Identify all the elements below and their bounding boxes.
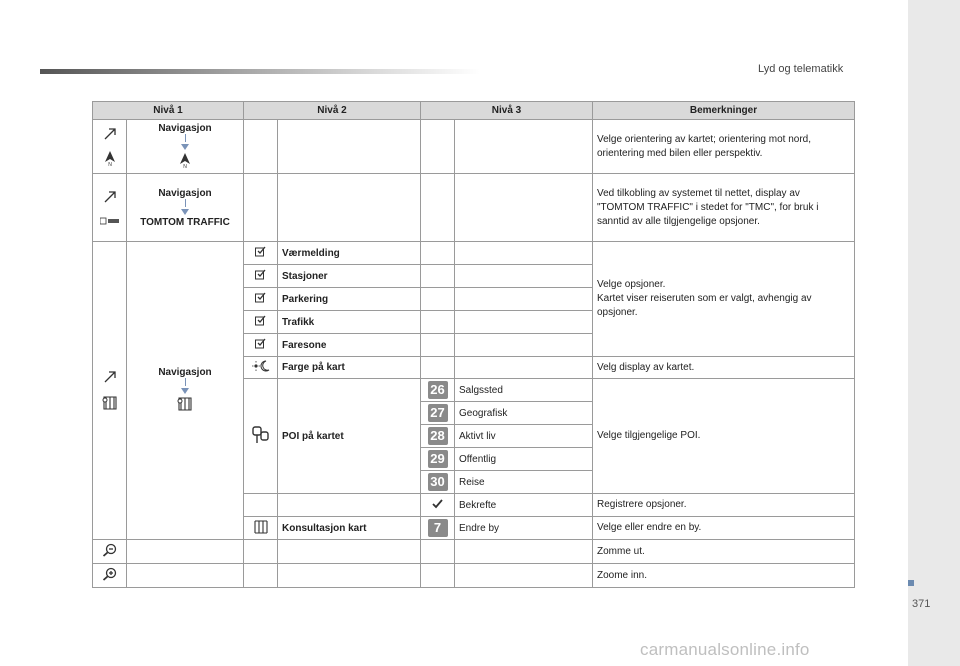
poi-number-badge bbox=[421, 402, 455, 425]
col-header-level2: Nivå 2 bbox=[244, 102, 421, 120]
table-row bbox=[93, 242, 855, 265]
empty-cell bbox=[455, 288, 593, 311]
poi-active-life-label: Aktivt liv bbox=[455, 425, 593, 448]
remark-cell: Velge orientering av kartet; orientering mot nord, orientering med bilen eller perspektiv. bbox=[593, 120, 855, 174]
checkbox-icon[interactable] bbox=[244, 242, 278, 265]
checkmark-icon[interactable] bbox=[421, 494, 455, 517]
empty-cell bbox=[421, 174, 455, 242]
poi-number-badge bbox=[421, 471, 455, 494]
map-settings-icon bbox=[127, 396, 243, 415]
empty-cell bbox=[455, 120, 593, 174]
empty-cell bbox=[278, 494, 421, 517]
empty-cell bbox=[278, 120, 421, 174]
empty-cell bbox=[455, 334, 593, 357]
empty-cell bbox=[421, 120, 455, 174]
row-icons bbox=[93, 120, 127, 174]
empty-cell bbox=[278, 564, 421, 588]
empty-cell bbox=[421, 242, 455, 265]
col-header-level3: Nivå 3 bbox=[421, 102, 593, 120]
level1-cell bbox=[127, 242, 244, 540]
checkbox-icon[interactable] bbox=[244, 311, 278, 334]
consult-map-label: Konsultasjon kart bbox=[278, 517, 421, 540]
empty-cell bbox=[244, 564, 278, 588]
confirm-label: Bekrefte bbox=[455, 494, 593, 517]
remark-cell: Velg display av kartet. bbox=[593, 357, 855, 379]
map-color-label: Farge på kart bbox=[278, 357, 421, 379]
level1-sublabel: TOMTOM TRAFFIC bbox=[140, 216, 230, 228]
poi-travel-label: Reise bbox=[455, 471, 593, 494]
poi-number-badge bbox=[421, 379, 455, 402]
empty-cell bbox=[244, 540, 278, 564]
flow-arrow-icon bbox=[181, 388, 189, 394]
poi-geographic-label: Geografisk bbox=[455, 402, 593, 425]
remark-cell: Velge eller endre en by. bbox=[593, 517, 855, 540]
remark-cell: Zomme ut. bbox=[593, 540, 855, 564]
zoom-in-icon[interactable] bbox=[93, 564, 127, 588]
empty-cell bbox=[455, 174, 593, 242]
poi-number-badge bbox=[421, 448, 455, 471]
level1-label: Navigasjon bbox=[158, 366, 212, 378]
poi-icon[interactable] bbox=[244, 379, 278, 494]
level1-cell bbox=[127, 120, 244, 174]
empty-cell bbox=[455, 540, 593, 564]
empty-cell bbox=[244, 174, 278, 242]
flow-line bbox=[185, 199, 186, 207]
badge-27: 27 bbox=[428, 404, 448, 422]
layer-parking-label: Parkering bbox=[278, 288, 421, 311]
empty-cell bbox=[421, 564, 455, 588]
badge-7: 7 bbox=[428, 519, 448, 537]
page-number: 371 bbox=[912, 598, 931, 610]
map-icon[interactable] bbox=[244, 517, 278, 540]
poi-public-label: Offentlig bbox=[455, 448, 593, 471]
empty-cell bbox=[244, 494, 278, 517]
empty-cell bbox=[421, 334, 455, 357]
empty-cell bbox=[455, 265, 593, 288]
col-header-level1: Nivå 1 bbox=[93, 102, 244, 120]
level1-cell bbox=[127, 174, 244, 242]
empty-cell bbox=[278, 540, 421, 564]
flow-arrow-icon bbox=[181, 144, 189, 150]
checkbox-icon[interactable] bbox=[244, 334, 278, 357]
row-icons bbox=[93, 174, 127, 242]
checkbox-icon[interactable] bbox=[244, 265, 278, 288]
watermark: carmanualsonline.info bbox=[640, 640, 810, 659]
page-marker bbox=[908, 580, 914, 586]
flow-arrow-icon bbox=[181, 209, 189, 215]
col-header-remarks: Bemerkninger bbox=[593, 102, 855, 120]
badge-30: 30 bbox=[428, 473, 448, 491]
layer-weather-label: Værmelding bbox=[278, 242, 421, 265]
empty-cell bbox=[455, 564, 593, 588]
empty-cell bbox=[421, 540, 455, 564]
empty-cell bbox=[455, 311, 593, 334]
remark-cell: Velge opsjoner. Kartet viser reiseruten som er valgt, avhengig av opsjoner. bbox=[593, 242, 855, 357]
traffic-service-icon bbox=[93, 217, 126, 228]
svg-text:N: N bbox=[107, 161, 112, 166]
badge-29: 29 bbox=[428, 450, 448, 468]
flow-line bbox=[185, 378, 186, 386]
empty-cell bbox=[421, 265, 455, 288]
badge-28: 28 bbox=[428, 427, 448, 445]
empty-cell bbox=[127, 564, 244, 588]
layer-traffic-label: Trafikk bbox=[278, 311, 421, 334]
navigation-arrow-icon bbox=[93, 190, 126, 207]
checkbox-icon[interactable] bbox=[244, 288, 278, 311]
row-icons bbox=[93, 242, 127, 540]
layer-stations-label: Stasjoner bbox=[278, 265, 421, 288]
poi-sales-label: Salgssted bbox=[455, 379, 593, 402]
table-row bbox=[93, 174, 855, 242]
navigation-arrow-icon bbox=[93, 370, 126, 387]
table-row bbox=[93, 120, 855, 174]
empty-cell bbox=[421, 311, 455, 334]
empty-cell bbox=[455, 242, 593, 265]
change-city-label: Endre by bbox=[455, 517, 593, 540]
table-row bbox=[93, 564, 855, 588]
right-sidebar bbox=[908, 0, 960, 666]
navigation-arrow-icon bbox=[93, 127, 126, 144]
remark-cell: Zoome inn. bbox=[593, 564, 855, 588]
badge-26: 26 bbox=[428, 381, 448, 399]
north-arrow-icon bbox=[127, 152, 243, 171]
remark-cell: Ved tilkobling av systemet til nettet, display av "TOMTOM TRAFFIC" i stedet for "TMC", for bruk i sanntid av alle tilgjengelige opsjoner. bbox=[593, 174, 855, 242]
empty-cell bbox=[244, 120, 278, 174]
empty-cell bbox=[278, 174, 421, 242]
poi-number-badge bbox=[421, 425, 455, 448]
level1-label: Navigasjon bbox=[158, 122, 212, 134]
layer-danger-zone-label: Faresone bbox=[278, 334, 421, 357]
poi-on-map-label: POI på kartet bbox=[278, 379, 421, 494]
empty-cell bbox=[455, 357, 593, 379]
empty-cell bbox=[127, 540, 244, 564]
flow-line bbox=[185, 134, 186, 142]
svg-text:N: N bbox=[183, 163, 187, 168]
day-night-icon[interactable] bbox=[244, 357, 278, 379]
settings-table bbox=[92, 101, 855, 588]
table-row bbox=[93, 540, 855, 564]
header-gradient-bar bbox=[40, 69, 480, 74]
empty-cell bbox=[421, 288, 455, 311]
remark-cell: Velge tilgjengelige POI. bbox=[593, 379, 855, 494]
map-settings-icon bbox=[93, 395, 126, 414]
section-title: Lyd og telematikk bbox=[758, 63, 844, 75]
consult-number-badge bbox=[421, 517, 455, 540]
zoom-out-icon[interactable] bbox=[93, 540, 127, 564]
empty-cell bbox=[421, 357, 455, 379]
north-arrow-icon bbox=[93, 150, 126, 169]
table-header-row bbox=[93, 102, 855, 120]
level1-label: Navigasjon bbox=[158, 187, 212, 199]
remark-cell: Registrere opsjoner. bbox=[593, 494, 855, 517]
